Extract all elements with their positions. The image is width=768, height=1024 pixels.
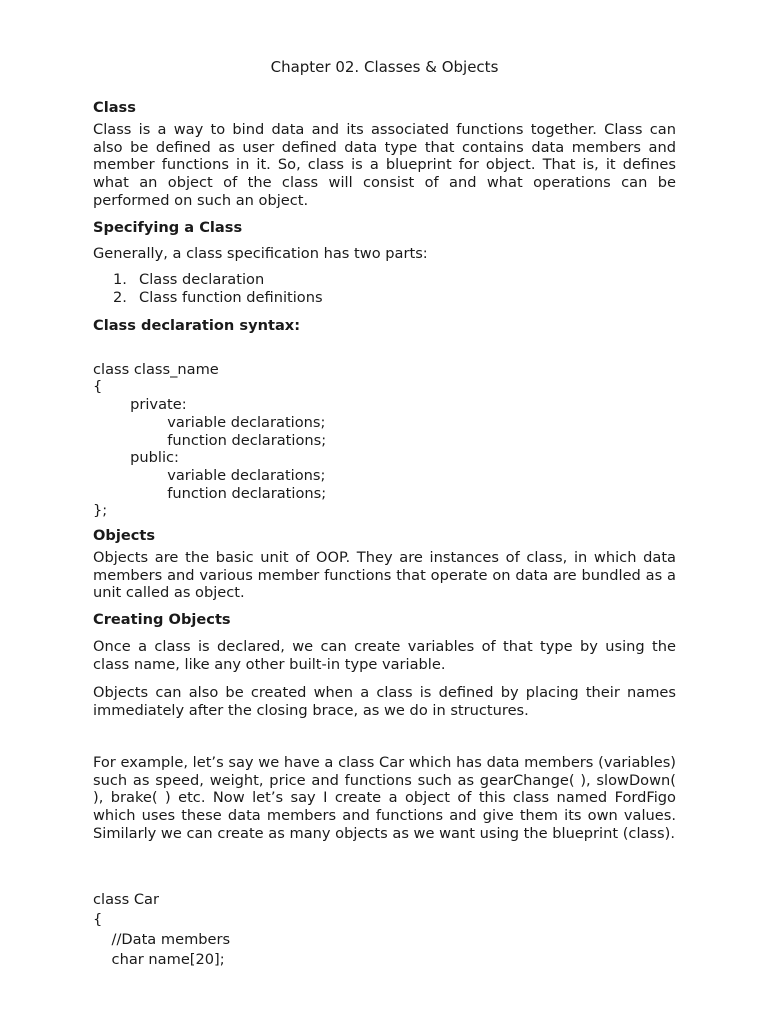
paragraph-creating-1: Once a class is declared, we can create variables of that type by using the class name, like any other built-in type variable. [93, 638, 676, 673]
chapter-title: Chapter 02. Classes & Objects [270, 58, 499, 76]
paragraph-class-definition: Class is a way to bind data and its associated functions together. Class can also be defined as user defined data type that contains data members and member functions in it. So, class is a blueprint for object. That is, it defines what an object of the class will consist of and what operations can be performed on such an object. [93, 121, 676, 209]
heading-creating-objects: Creating Objects [93, 611, 231, 628]
code-line: { [93, 911, 103, 928]
specification-parts-list [113, 271, 323, 306]
code-line: char name[20]; [93, 951, 225, 968]
code-line: { [93, 378, 103, 396]
paragraph-creating-2: Objects can also be created when a class is defined by placing their names immediately after the closing brace, as we do in structures. [93, 684, 676, 719]
code-line: //Data members [93, 931, 231, 948]
paragraph-specification-intro: Generally, a class specification has two parts: [93, 245, 428, 262]
heading-specifying-class: Specifying a Class [93, 219, 243, 236]
code-line: function declarations; [93, 484, 327, 502]
paragraph-example: For example, let’s say we have a class Car which has data members (variables) such as speed, weight, price and functions such as gearChange( ), slowDown( ), brake( ) etc. Now let’s say I create a object of this class named FordFigo which uses these data members and functions and give them its own values. Similarly we can create as many objects as we want using the blueprint (class). [93, 754, 676, 842]
code-line: function declarations; [93, 431, 327, 449]
heading-declaration-syntax: Class declaration syntax: [93, 317, 301, 334]
code-line: class class_name [93, 360, 219, 378]
list-item: 2. Class function definitions [113, 288, 323, 306]
heading-class: Class [93, 99, 136, 116]
code-line: class Car [93, 891, 159, 908]
list-item: 1. Class declaration [113, 271, 265, 288]
code-line: public: [93, 449, 179, 467]
heading-objects: Objects [93, 527, 156, 544]
paragraph-objects-definition: Objects are the basic unit of OOP. They are instances of class, in which data members and various member functions that operate on data are bundled as a unit called as object. [93, 549, 676, 602]
code-line: }; [93, 502, 108, 520]
code-line: variable declarations; [93, 466, 326, 484]
code-block-car [93, 870, 230, 1010]
code-line: private: [93, 396, 187, 414]
code-line: variable declarations; [93, 413, 326, 431]
code-block-syntax [93, 343, 326, 555]
